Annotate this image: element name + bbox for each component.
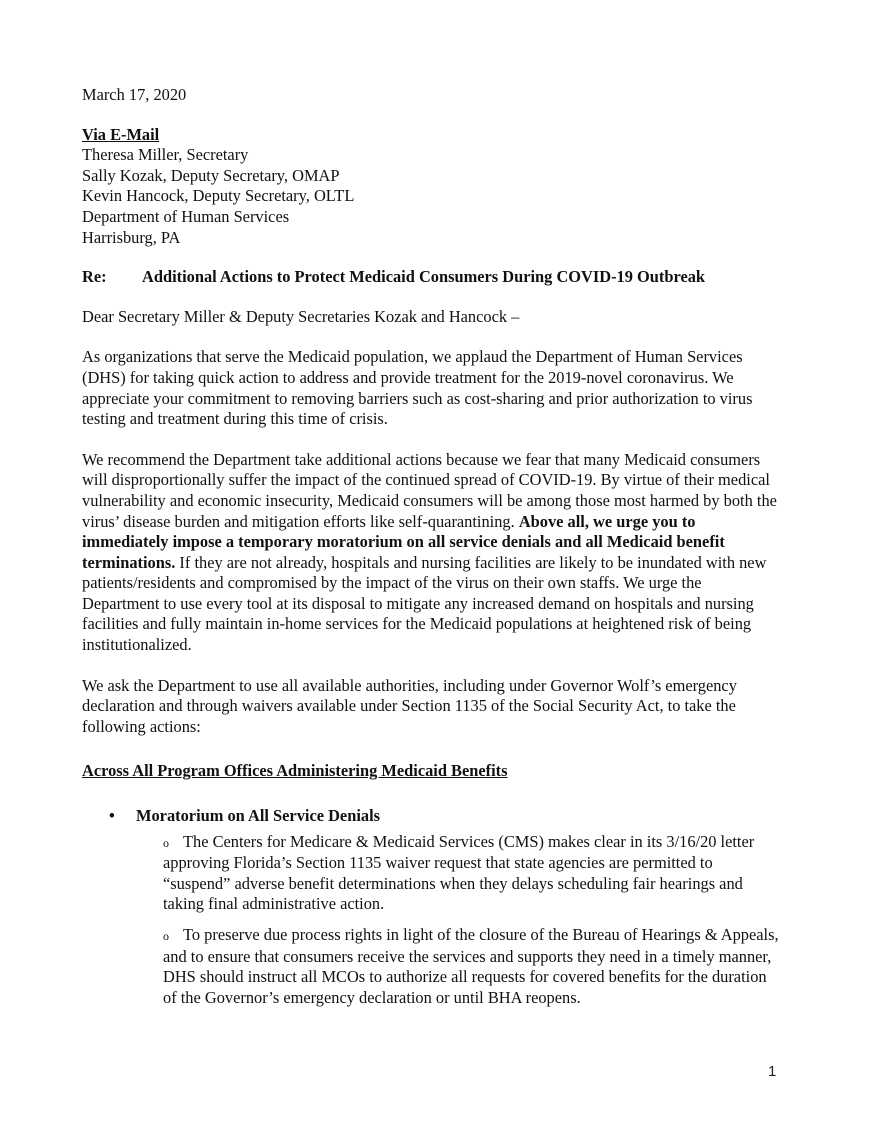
body-paragraph: We ask the Department to use all available authorities, including under Governor Wolf’s emergency declaration and through waivers available under Section 1135 of the Social Security Act, to take the following actions: [82,675,737,736]
bullet-item [82,806,782,827]
paragraph-text: If they are not already, hospitals and nursing facilities are likely to be inundated with new patients/residents and compromised by the impact of the virus on their own staffs. We urge the Department to use every tool at its disposal to mitigate any increased demand on hospitals and nursing facilities and fully maintain in-home services for the Medicaid populations at heightened risk of being institutionalized. [82,552,767,655]
letter-date: March 17, 2020 [82,85,187,104]
letter-page [82,85,782,1008]
sub-item-text: To preserve due process rights in light of the closure of the Bureau of Hearings & Appeals, and to ensure that consumers receive the services and supports they need in a timely manner, DHS should instruct all MCOs to authorize all requests for covered benefits for the duration of the Governor’s emergency declaration or until BHA reopens. [163,925,779,1007]
subject-text: Additional Actions to Protect Medicaid Consumers During COVID-19 Outbreak [142,267,706,287]
address-block [82,125,782,249]
sub-item [163,925,783,1008]
delivery-method: Via E-Mail [82,124,160,144]
page-number: 1 [768,1063,777,1080]
addressee-line: Kevin Hancock, Deputy Secretary, OLTL [82,186,355,206]
addressee-line: Sally Kozak, Deputy Secretary, OMAP [82,165,340,185]
sub-item [163,832,783,915]
addressee-line: Harrisburg, PA [82,227,181,247]
addressee-line: Department of Human Services [82,206,290,226]
salutation: Dear Secretary Miller & Deputy Secretaries Kozak and Hancock – [82,306,520,326]
addressee-line: Theresa Miller, Secretary [82,145,249,165]
sub-item-text: The Centers for Medicare & Medicaid Services (CMS) makes clear in its 3/16/20 letter approving Florida’s Section 1135 waiver request that state agencies are permitted to “suspend” adverse benefit determinations when they delays scheduling fair hearings and taking final administrative action. [163,831,755,914]
bullet-marker: • [109,806,115,826]
sub-marker: o [163,929,169,943]
subject-label: Re: [82,267,107,287]
bullet-heading: Moratorium on All Service Denials [136,806,381,826]
paragraph-text: We recommend the Department take additional actions because we fear that many Medicaid consumers will disproportionally suffer the impact of the continued spread of COVID-19. By virtue of their medical vulnerability and economic insecurity, Medicaid consumers will be among those most harmed by both the virus’ disease burden and mitigation efforts like self-quarantining. [82,449,777,531]
emphasis-text: Above all, we urge you to immediately impose a temporary moratorium on all service denials and all Medicaid benefit terminations. [82,511,725,572]
section-heading: Across All Program Offices Administering Medicaid Benefits [82,761,508,781]
body-paragraph [82,450,782,656]
body-paragraph: As organizations that serve the Medicaid population, we applaud the Department of Human Services (DHS) for taking quick action to address and provide treatment for the 2019-novel coronavirus. We appreciate your commitment to removing barriers such as cost-sharing and prior authorization to virus testing and treatment during this time of crisis. [82,347,753,429]
subject-line [82,267,782,288]
sub-marker: o [163,835,169,850]
